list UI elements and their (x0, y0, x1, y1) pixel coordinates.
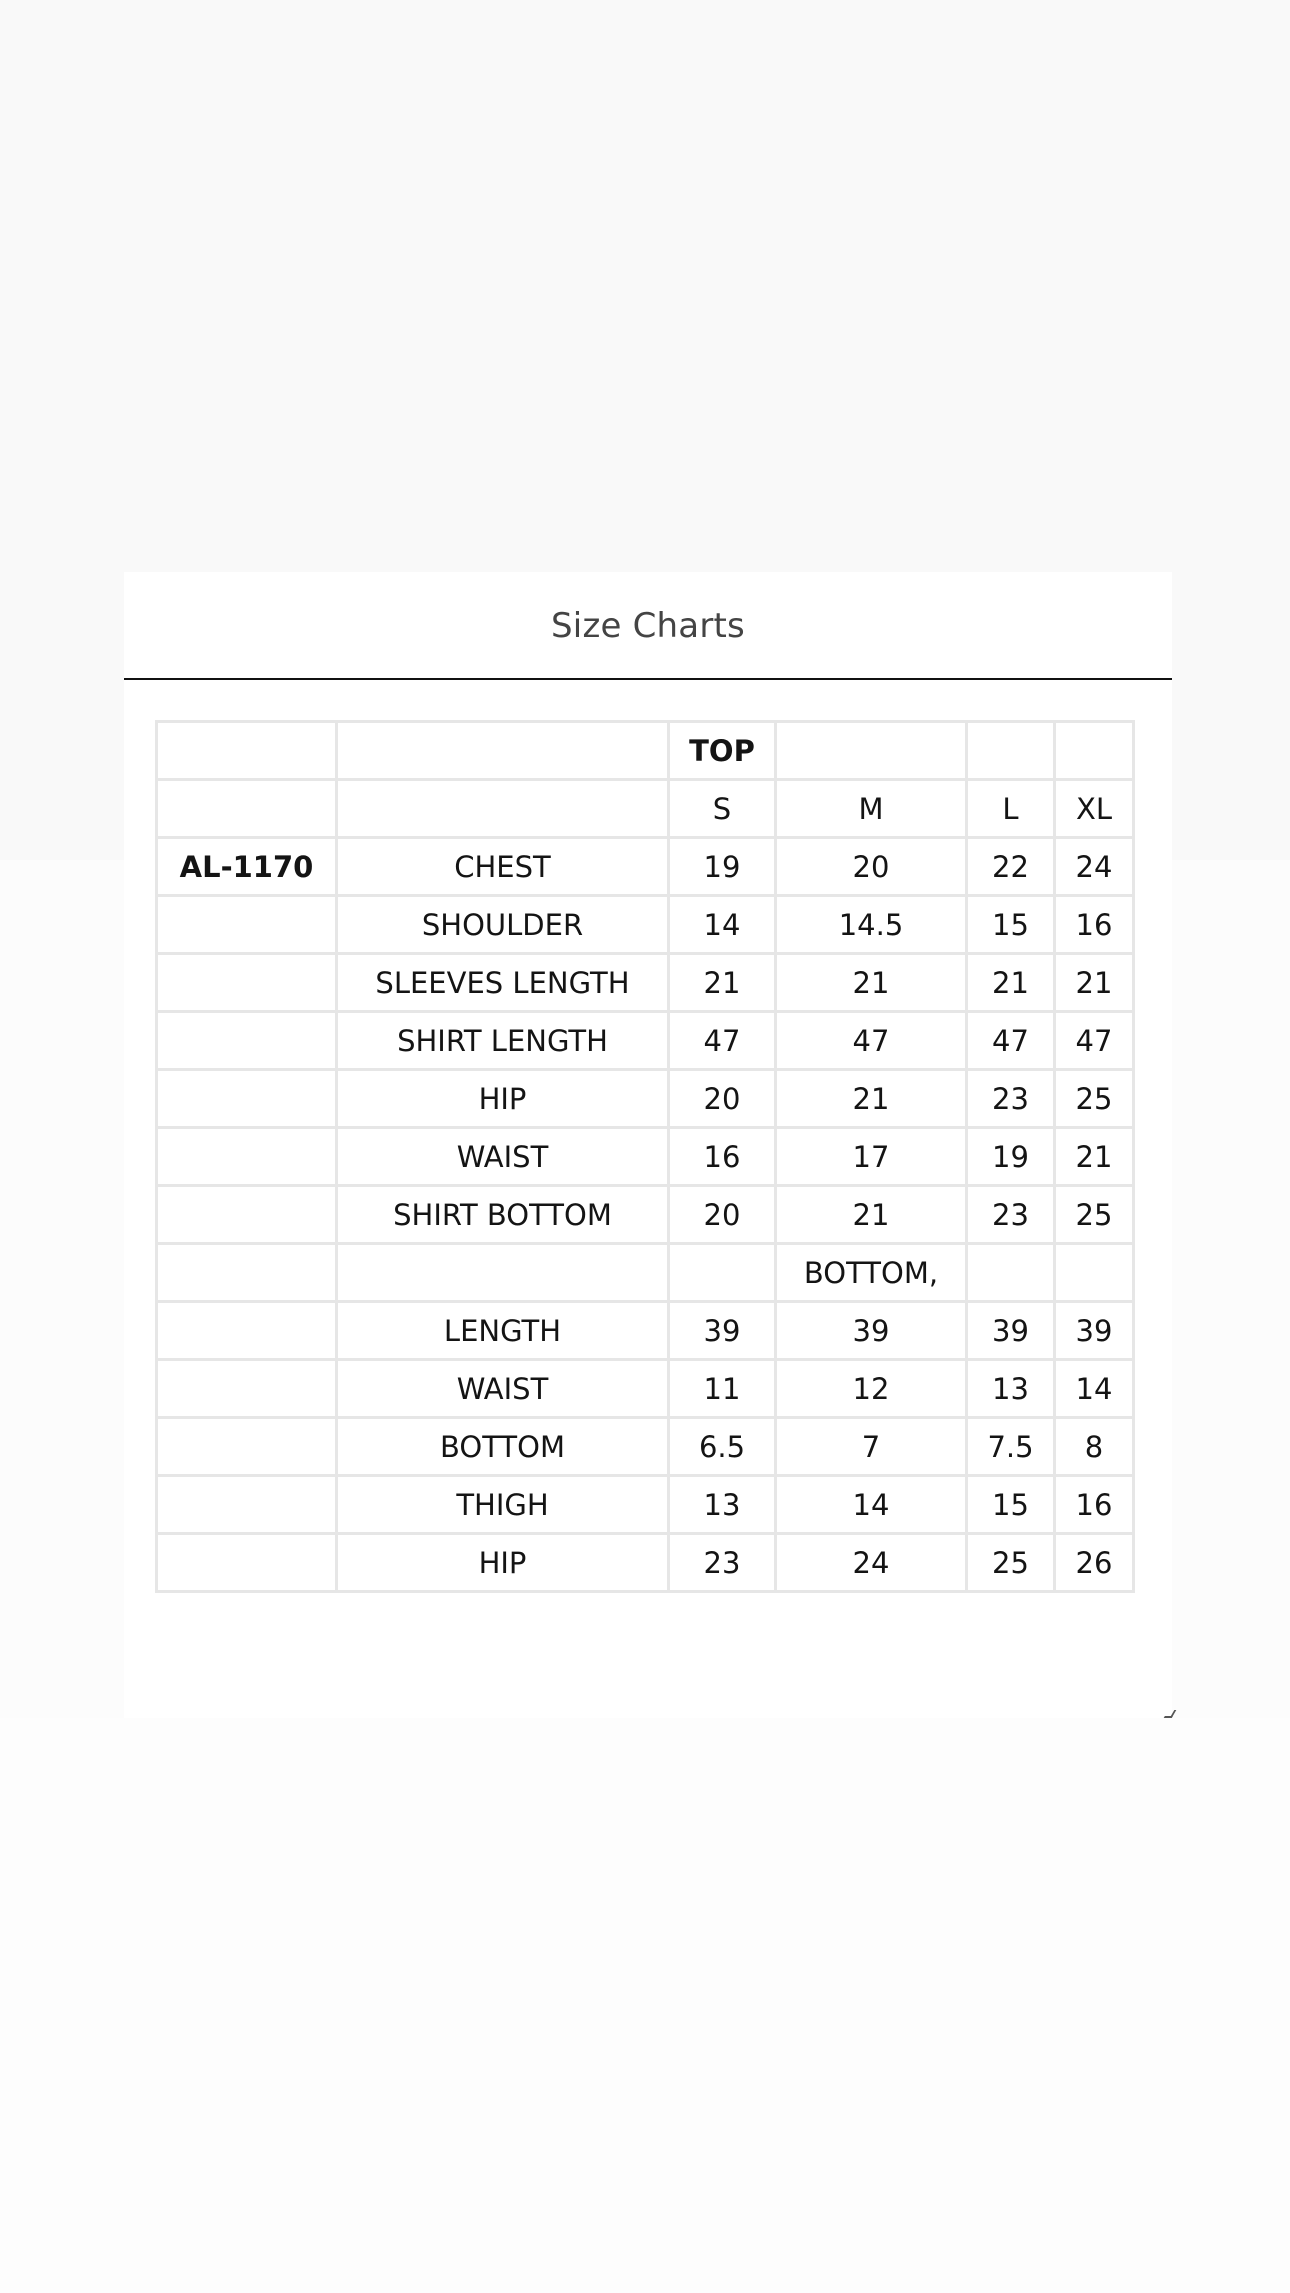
table-cell (157, 1534, 337, 1592)
measurement-value: 8 (1055, 1418, 1134, 1476)
table-row (157, 1534, 1134, 1592)
measurement-value: 12 (776, 1360, 967, 1418)
measurement-value: 24 (776, 1534, 967, 1592)
table-row-sizes (157, 780, 1134, 838)
size-chart-table (155, 720, 1135, 1593)
measurement-value: 39 (669, 1302, 776, 1360)
table-cell (157, 1128, 337, 1186)
measurement-value: 47 (1055, 1012, 1134, 1070)
measurement-value: 26 (1055, 1534, 1134, 1592)
section-header-bottom: BOTTOM, (776, 1244, 967, 1302)
measurement-label: SHIRT BOTTOM (337, 1186, 669, 1244)
measurement-value: 39 (967, 1302, 1055, 1360)
page-background-bottom (0, 1718, 1290, 2293)
table-row (157, 1302, 1134, 1360)
table-cell (157, 1360, 337, 1418)
measurement-value: 16 (1055, 896, 1134, 954)
measurement-value: 13 (967, 1360, 1055, 1418)
table-cell (337, 780, 669, 838)
measurement-value: 21 (776, 1070, 967, 1128)
measurement-value: 47 (967, 1012, 1055, 1070)
measurement-label: THIGH (337, 1476, 669, 1534)
size-chart-panel (124, 572, 1172, 1718)
measurement-value: 47 (776, 1012, 967, 1070)
measurement-value: 14.5 (776, 896, 967, 954)
measurement-value: 13 (669, 1476, 776, 1534)
table-cell (157, 1418, 337, 1476)
measurement-label: LENGTH (337, 1302, 669, 1360)
measurement-label: SHIRT LENGTH (337, 1012, 669, 1070)
table-cell (1055, 722, 1134, 780)
table-row-top-header (157, 722, 1134, 780)
table-cell (157, 1012, 337, 1070)
table-cell (776, 722, 967, 780)
measurement-label: WAIST (337, 1128, 669, 1186)
measurement-value: 19 (967, 1128, 1055, 1186)
measurement-label: BOTTOM (337, 1418, 669, 1476)
measurement-value: 23 (967, 1070, 1055, 1128)
table-cell (157, 1070, 337, 1128)
size-header-m: M (776, 780, 967, 838)
table-cell (337, 1244, 669, 1302)
measurement-value: 19 (669, 838, 776, 896)
measurement-value: 22 (967, 838, 1055, 896)
measurement-value: 21 (967, 954, 1055, 1012)
measurement-value: 15 (967, 896, 1055, 954)
table-row (157, 1012, 1134, 1070)
measurement-value: 21 (1055, 1128, 1134, 1186)
measurement-label: HIP (337, 1070, 669, 1128)
table-cell (157, 780, 337, 838)
table-cell (157, 1244, 337, 1302)
measurement-value: 14 (776, 1476, 967, 1534)
table-cell (157, 1186, 337, 1244)
measurement-value: 23 (669, 1534, 776, 1592)
measurement-value: 20 (669, 1186, 776, 1244)
title-divider (124, 678, 1172, 680)
measurement-value: 21 (1055, 954, 1134, 1012)
measurement-value: 21 (776, 954, 967, 1012)
section-header-top: TOP (669, 722, 776, 780)
table-row (157, 896, 1134, 954)
measurement-value: 7 (776, 1418, 967, 1476)
measurement-label: CHEST (337, 838, 669, 896)
style-code: AL-1170 (157, 838, 337, 896)
panel-title: Size Charts (551, 606, 745, 646)
measurement-value: 24 (1055, 838, 1134, 896)
table-row-bottom-header (157, 1244, 1134, 1302)
table-cell (157, 896, 337, 954)
measurement-label: HIP (337, 1534, 669, 1592)
table-row (157, 1070, 1134, 1128)
table-row (157, 1128, 1134, 1186)
table-row (157, 1186, 1134, 1244)
measurement-value: 39 (776, 1302, 967, 1360)
table-row (157, 1418, 1134, 1476)
table-cell (967, 722, 1055, 780)
measurement-value: 47 (669, 1012, 776, 1070)
size-header-s: S (669, 780, 776, 838)
measurement-value: 17 (776, 1128, 967, 1186)
table-cell (157, 1302, 337, 1360)
measurement-label: SHOULDER (337, 896, 669, 954)
measurement-label: WAIST (337, 1360, 669, 1418)
table-cell (669, 1244, 776, 1302)
size-header-l: L (967, 780, 1055, 838)
measurement-value: 15 (967, 1476, 1055, 1534)
table-cell (157, 722, 337, 780)
measurement-value: 14 (1055, 1360, 1134, 1418)
measurement-value: 25 (1055, 1070, 1134, 1128)
measurement-value: 7.5 (967, 1418, 1055, 1476)
size-header-xl: XL (1055, 780, 1134, 838)
measurement-label: SLEEVES LENGTH (337, 954, 669, 1012)
measurement-value: 21 (669, 954, 776, 1012)
measurement-value: 21 (776, 1186, 967, 1244)
table-cell (157, 1476, 337, 1534)
measurement-value: 14 (669, 896, 776, 954)
table-cell (337, 722, 669, 780)
measurement-value: 39 (1055, 1302, 1134, 1360)
table-row (157, 1360, 1134, 1418)
measurement-value: 6.5 (669, 1418, 776, 1476)
table-cell (157, 954, 337, 1012)
measurement-value: 16 (669, 1128, 776, 1186)
measurement-value: 20 (669, 1070, 776, 1128)
table-row (157, 838, 1134, 896)
measurement-value: 23 (967, 1186, 1055, 1244)
measurement-value: 20 (776, 838, 967, 896)
measurement-value: 16 (1055, 1476, 1134, 1534)
table-cell (1055, 1244, 1134, 1302)
table-cell (967, 1244, 1055, 1302)
measurement-value: 25 (1055, 1186, 1134, 1244)
table-row (157, 954, 1134, 1012)
measurement-value: 11 (669, 1360, 776, 1418)
measurement-value: 25 (967, 1534, 1055, 1592)
table-row (157, 1476, 1134, 1534)
